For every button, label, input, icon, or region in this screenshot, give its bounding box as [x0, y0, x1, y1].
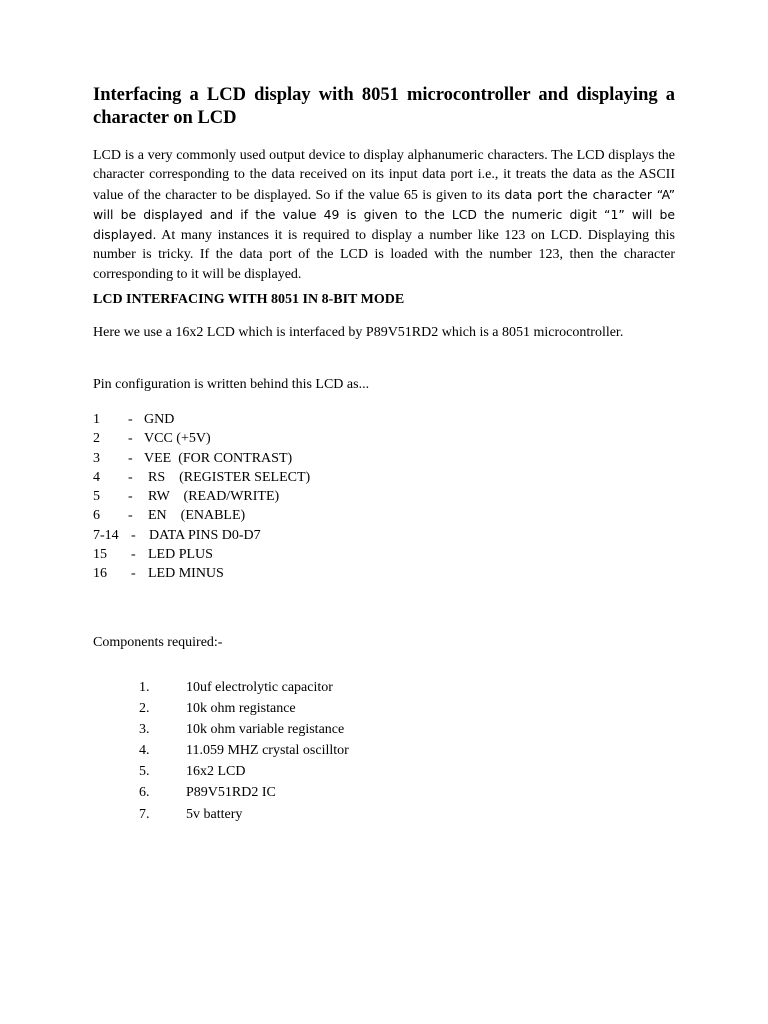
intro-text-1: LCD is a very commonly used output device to display alphanumeric characters. The LCD displays the character corresponding to the data received on its input data port i.e., it treats the data as the ASCII value of the character to be displayed. So if the value 65 is given to its [93, 148, 675, 203]
list-text: 11.059 MHZ crystal oscilltor [186, 743, 349, 759]
lead-paragraph: Here we use a 16x2 LCD which is interfaced by P89V51RD2 which is a 8051 microcontroller. [93, 325, 624, 340]
pin-description: DATA PINS D0-D7 [149, 527, 261, 543]
list-text: 10uf electrolytic capacitor [186, 680, 333, 695]
pin-number: 1 [93, 412, 100, 427]
components-list [93, 680, 493, 828]
pin-dash: - [128, 508, 133, 524]
pin-description: LED PLUS [148, 547, 213, 563]
pin-dash: - [131, 566, 136, 582]
pin-row [93, 489, 393, 508]
pin-number: 4 [93, 469, 100, 485]
list-number: 6. [139, 785, 150, 801]
pin-number: 5 [93, 489, 100, 505]
list-item [93, 743, 493, 764]
pin-description: GND [144, 412, 175, 427]
pin-number: 16 [93, 566, 107, 582]
pin-list [93, 412, 393, 586]
page-title: Interfacing a LCD display with 8051 microcontroller and displaying a character on LCD [93, 85, 675, 128]
pin-dash: - [128, 431, 133, 447]
components-title: Components required:- [93, 635, 223, 650]
list-number: 4. [139, 743, 150, 759]
pin-description: RS (REGISTER SELECT) [148, 469, 311, 485]
pin-row [93, 528, 393, 547]
pin-row [93, 547, 393, 566]
pin-number: 7-14 [93, 527, 119, 543]
list-item [93, 785, 493, 806]
list-number: 3. [139, 722, 150, 738]
pin-number: 2 [93, 431, 100, 447]
list-text: 10k ohm registance [186, 701, 296, 717]
list-item [93, 764, 493, 785]
pin-description: VCC (+5V) [144, 431, 211, 447]
pin-number: 15 [93, 547, 107, 563]
pin-dash: - [128, 450, 133, 466]
list-item [93, 701, 493, 722]
pin-dash: - [131, 547, 136, 563]
pin-row [93, 470, 393, 489]
list-text: 5v battery [186, 806, 243, 822]
pin-number: 6 [93, 508, 100, 524]
intro-paragraph [93, 146, 675, 284]
pin-row [93, 566, 393, 585]
pin-description: VEE (FOR CONTRAST) [144, 450, 293, 466]
pin-dash: - [131, 527, 136, 543]
list-number: 7. [139, 806, 150, 822]
pin-description: RW (READ/WRITE) [148, 489, 280, 505]
pin-description: LED MINUS [148, 566, 224, 582]
pin-note: Pin configuration is written behind this LCD as... [93, 377, 370, 392]
list-item [93, 722, 493, 743]
list-number: 5. [139, 764, 150, 780]
list-text: 16x2 LCD [186, 764, 246, 780]
intro-text-3: At many instances it is required to display a number like 123 on LCD. Displaying this number is tricky. If the data port of the LCD is loaded with the number 123, then the character corresponding to it will be displayed. [93, 228, 675, 282]
pin-number: 3 [93, 450, 100, 466]
pin-row [93, 508, 393, 527]
pin-row [93, 412, 393, 431]
list-number: 1. [139, 680, 150, 695]
list-text: P89V51RD2 IC [186, 785, 276, 801]
pin-dash: - [128, 412, 133, 427]
list-number: 2. [139, 701, 150, 717]
pin-dash: - [128, 469, 133, 485]
list-text: 10k ohm variable registance [186, 722, 345, 738]
pin-dash: - [128, 489, 133, 505]
list-item [93, 807, 493, 828]
pin-description: EN (ENABLE) [148, 508, 246, 524]
section-heading: LCD INTERFACING WITH 8051 IN 8-BIT MODE [93, 292, 405, 307]
pin-row [93, 431, 393, 450]
list-item [93, 680, 493, 701]
intro-text-2: data port the character “A” will be displayed and if the value 49 is given to the LCD the numeric digit “1” will be displayed. [93, 186, 675, 243]
pin-row [93, 451, 393, 470]
